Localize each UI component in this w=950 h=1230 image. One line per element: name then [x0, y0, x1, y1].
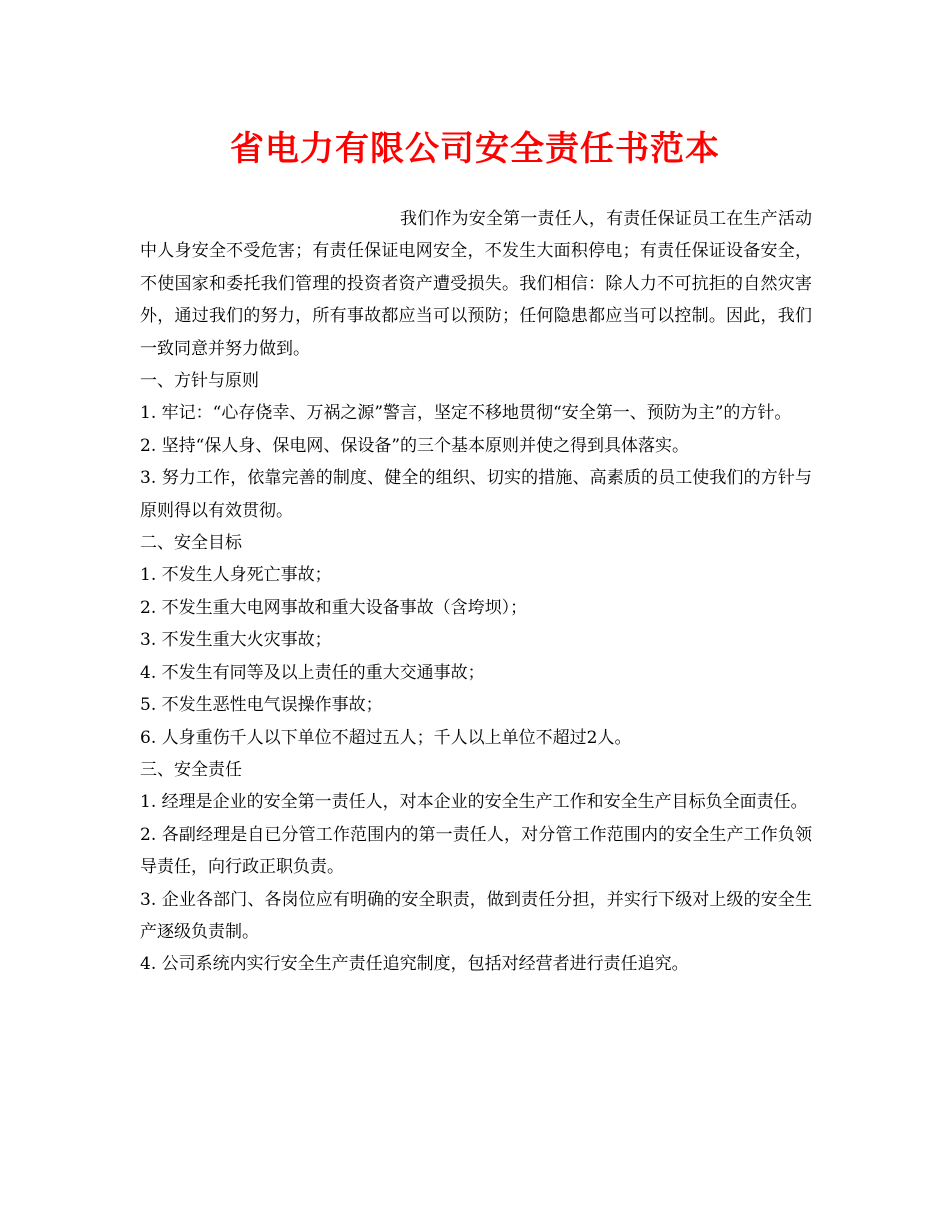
list-item: 3. 不发生重大火灾事故； [140, 630, 332, 651]
list-item: 1. 牢记：“心存侥幸、万祸之源”警言，坚定不移地贯彻“安全第一、预防为主”的方针。 [140, 403, 792, 424]
document-body [140, 203, 812, 981]
list-item: 1. 不发生人身死亡事故； [140, 565, 332, 586]
list-item: 3. 努力工作，依靠完善的制度、健全的组织、切实的措施、高素质的员工使我们的方针与原则得以有效贯彻。 [140, 468, 812, 521]
section-heading-goals: 二、安全目标 [140, 533, 242, 554]
list-item: 4. 公司系统内实行安全生产责任追究制度，包括对经营者进行责任追究。 [140, 954, 689, 975]
list-item: 3. 企业各部门、各岗位应有明确的安全职责，做到责任分担，并实行下级对上级的安全生产逐级负责制。 [140, 889, 812, 942]
section-heading-policy: 一、方针与原则 [140, 371, 259, 392]
list-item: 6. 人身重伤千人以下单位不超过五人；千人以上单位不超过2人。 [140, 727, 632, 748]
document-title: 省电力有限公司安全责任书范本 [230, 129, 720, 169]
list-item: 4. 不发生有同等及以上责任的重大交通事故； [140, 662, 485, 683]
section-heading-responsibility: 三、安全责任 [140, 759, 242, 780]
list-item: 1. 经理是企业的安全第一责任人，对本企业的安全生产工作和安全生产目标负全面责任。 [140, 792, 808, 813]
list-item: 2. 各副经理是自已分管工作范围内的第一责任人，对分管工作范围内的安全生产工作负领导责任，向行政正职负责。 [140, 824, 812, 878]
intro-paragraph: 我们作为安全第一责任人，有责任保证员工在生产活动中人身安全不受危害；有责任保证电网安全，不发生大面积停电；有责任保证设备安全，不使国家和委托我们管理的投资者资产遭受损失。我们相信：除人力不可抗拒的自然灾害外，通过我们的努力，所有事故都应当可以预防；任何隐患都应当可以控制。因此，我们一致同意并努力做到。 [140, 209, 812, 359]
list-item: 2. 不发生重大电网事故和重大设备事故（含垮坝）； [140, 597, 528, 618]
list-item: 5. 不发生恶性电气误操作事故； [140, 695, 383, 716]
list-item: 2. 坚持“保人身、保电网、保设备”的三个基本原则并使之得到具体落实。 [140, 435, 690, 456]
